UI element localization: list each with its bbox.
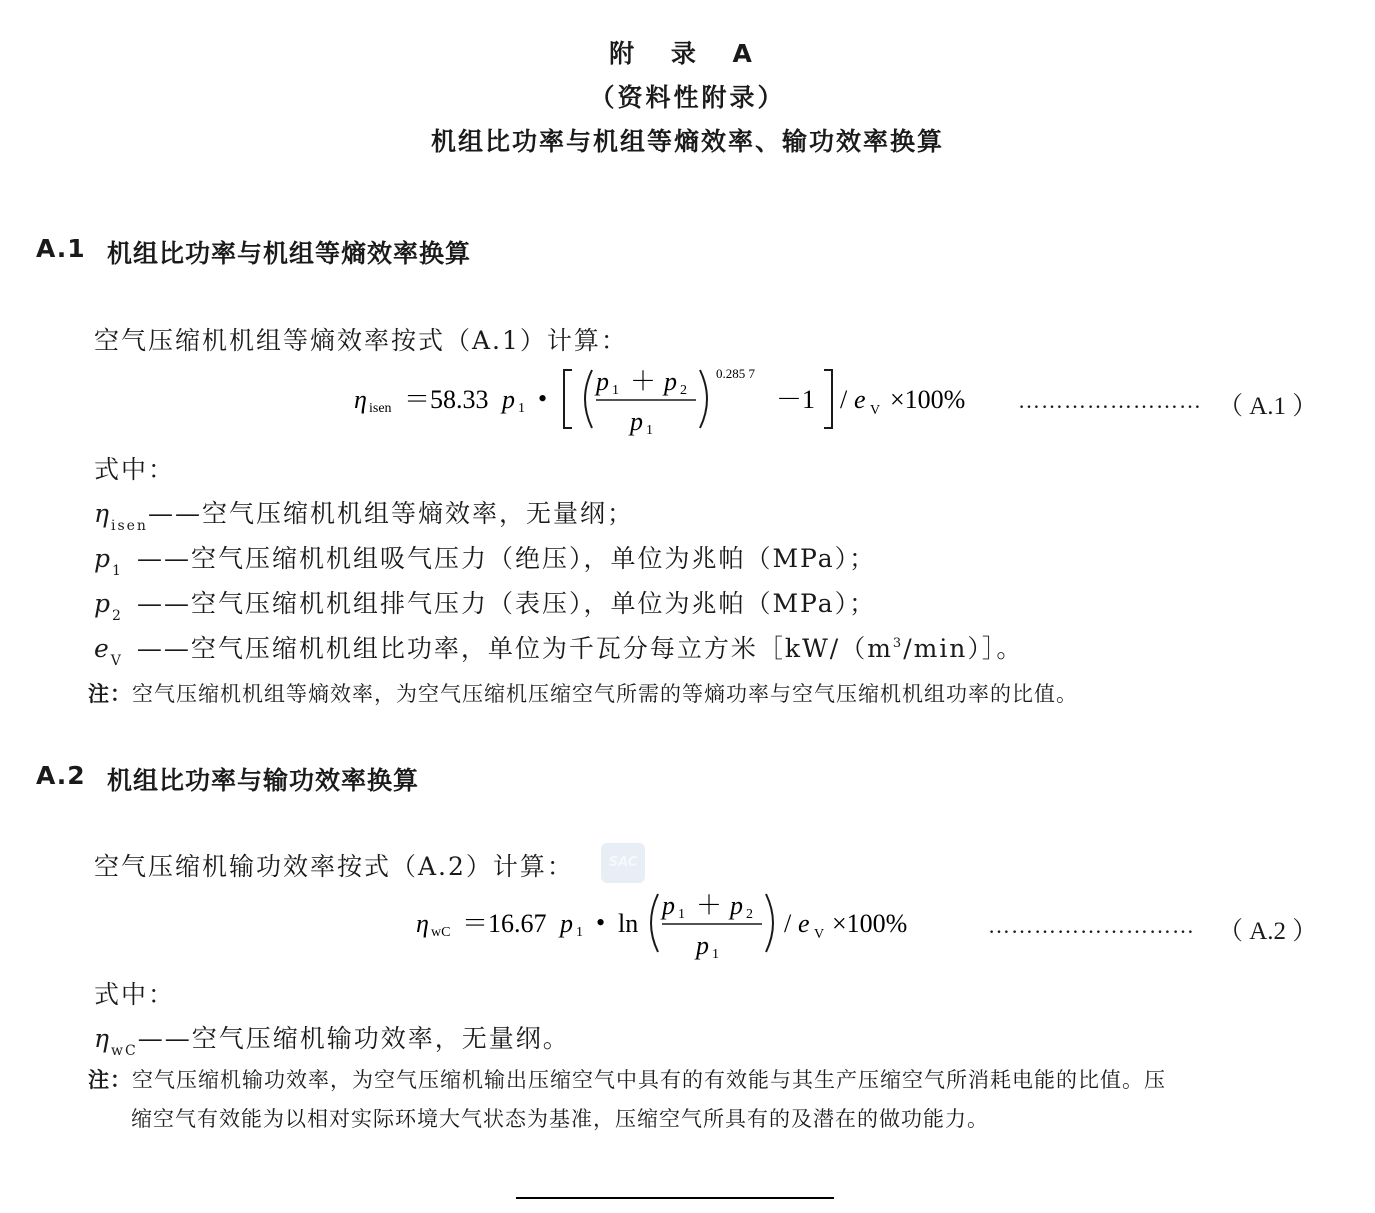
formula-a2-p1-sub: 1 — [576, 925, 583, 940]
def-text: ——空气压缩机机组比功率，单位为千瓦分每立方米［kW/（m — [136, 634, 893, 663]
section-a1-title: 机组比功率与机组等熵效率换算 — [107, 239, 472, 268]
formula-a2-times-percent: ×100% — [832, 909, 908, 938]
formula-a2-den-p1-sub: 1 — [712, 947, 719, 962]
formula-a1 — [340, 360, 1030, 440]
def-text-after: /min）］。 — [903, 634, 1024, 663]
formula-a2-p1: p — [560, 909, 573, 938]
def-eta-wc — [94, 1019, 570, 1059]
end-rule — [516, 1197, 834, 1199]
note-text: 空气压缩机输功效率，为空气压缩机输出压缩空气中具有的有效能与其生产压缩空气所消耗电能的比值。压 — [132, 1068, 1166, 1092]
formula-a2-eta: η — [416, 909, 429, 938]
def-symbol: p — [94, 589, 113, 618]
formula-a2-e-sub: V — [814, 927, 825, 942]
formula-a2-coef: ＝16.67 — [462, 909, 547, 938]
def-text: ——空气压缩机机组等熵效率，无量纲； — [147, 499, 634, 528]
note-label: 注： — [88, 682, 132, 706]
section-a2-number: A.2 — [36, 761, 86, 790]
def-symbol: e — [94, 634, 111, 663]
formula-a1-num-p1: p — [596, 367, 609, 396]
def-symbol-sub: wC — [110, 1043, 138, 1059]
section-a2-note-line2: 缩空气有效能为以相对实际环境大气状态为基准，压缩空气所具有的及潜在的做功能力。 — [131, 1107, 989, 1131]
section-a1-note — [88, 678, 1078, 708]
def-sup: 3 — [892, 636, 904, 651]
formula-a1-leader-dots: …………………… — [1018, 388, 1202, 413]
formula-a1-number: （ A.1 ） — [1218, 393, 1318, 420]
formula-a2-plus: ＋ — [696, 891, 723, 920]
section-a2-note-line1 — [88, 1064, 1166, 1094]
def-symbol: η — [94, 1024, 111, 1053]
def-text: ——空气压缩机机组吸气压力（绝压），单位为兆帕（MPa）； — [136, 544, 877, 573]
formula-a2-eta-sub: wC — [431, 925, 451, 940]
formula-a1-p1-sub: 1 — [518, 401, 525, 416]
formula-a1-e: e — [854, 385, 866, 414]
appendix-title: 机组比功率与机组等熵效率、输功效率换算 — [430, 127, 944, 156]
section-a2-intro: 空气压缩机输功效率按式（A.2）计算： — [94, 852, 574, 881]
def-text: ——空气压缩机机组排气压力（表压），单位为兆帕（MPa）； — [136, 589, 877, 618]
section-a1-intro: 空气压缩机机组等熵效率按式（A.1）计算： — [94, 326, 628, 355]
formula-a1-eta: η — [354, 385, 367, 414]
formula-a2-dot: • — [596, 908, 606, 937]
formula-a2-den-p1: p — [696, 931, 709, 960]
formula-a1-plus: ＋ — [630, 367, 657, 396]
note-label: 注： — [88, 1068, 132, 1092]
formula-a1-e-sub: V — [870, 403, 881, 418]
def-symbol: p — [94, 544, 113, 573]
def-eta-isen — [94, 494, 634, 534]
def-p1 — [94, 539, 877, 579]
def-symbol-sub: V — [110, 653, 123, 669]
formula-a2-left-paren — [651, 894, 658, 952]
formula-a1-coef: ＝58.33 — [404, 385, 489, 414]
section-a2-title: 机组比功率与输功效率换算 — [107, 766, 420, 795]
formula-a1-p1: p — [502, 385, 515, 414]
note-text: 空气压缩机机组等熵效率，为空气压缩机压缩空气所需的等熵功率与空气压缩机机组功率的比值。 — [132, 682, 1078, 706]
def-symbol-sub: isen — [110, 518, 148, 534]
def-symbol-sub: 2 — [112, 608, 123, 624]
formula-a1-eta-sub: isen — [369, 401, 392, 416]
formula-a1-num-p2-sub: 2 — [680, 383, 687, 398]
formula-a1-left-paren — [585, 370, 592, 428]
sac-watermark-logo: SAC — [601, 843, 645, 883]
appendix-nature: （资料性附录） — [589, 83, 786, 112]
formula-a2-right-paren — [766, 894, 773, 952]
formula-a2-num-p2: p — [730, 891, 743, 920]
formula-a2 — [410, 886, 970, 966]
formula-a2-ln: ln — [618, 909, 639, 938]
formula-a1-dot: • — [538, 384, 548, 413]
formula-a1-slash: / — [840, 385, 848, 414]
formula-a2-leader-dots: ……………………… — [988, 913, 1195, 938]
def-text: ——空气压缩机输功效率，无量纲。 — [137, 1024, 570, 1053]
def-symbol-sub: 1 — [112, 563, 123, 579]
formula-a2-num-p1: p — [662, 891, 675, 920]
def-ev — [94, 629, 1024, 669]
formula-a2-number: （ A.2 ） — [1218, 918, 1318, 945]
formula-a1-right-bracket — [824, 370, 832, 428]
formula-a1-den-p1-sub: 1 — [646, 423, 653, 438]
formula-a1-num-p2: p — [664, 367, 677, 396]
def-symbol: η — [94, 499, 111, 528]
formula-a2-num-p2-sub: 2 — [746, 907, 753, 922]
formula-a1-times-percent: ×100% — [890, 385, 966, 414]
formula-a1-exponent: 0.285 7 — [716, 366, 755, 381]
formula-a1-num-p1-sub: 1 — [612, 383, 619, 398]
section-a1-where: 式中： — [94, 455, 176, 484]
formula-a2-num-p1-sub: 1 — [678, 907, 685, 922]
def-p2 — [94, 584, 877, 624]
formula-a1-den-p1: p — [630, 407, 643, 436]
formula-a1-minus-one: －1 — [776, 385, 816, 414]
formula-a1-right-paren — [700, 370, 707, 428]
appendix-label: 附 录 A — [609, 39, 766, 68]
section-a1-number: A.1 — [36, 234, 86, 263]
section-a2-where: 式中： — [94, 980, 176, 1009]
formula-a2-e: e — [798, 909, 810, 938]
formula-a1-left-bracket — [564, 370, 572, 428]
formula-a2-slash: / — [784, 909, 792, 938]
